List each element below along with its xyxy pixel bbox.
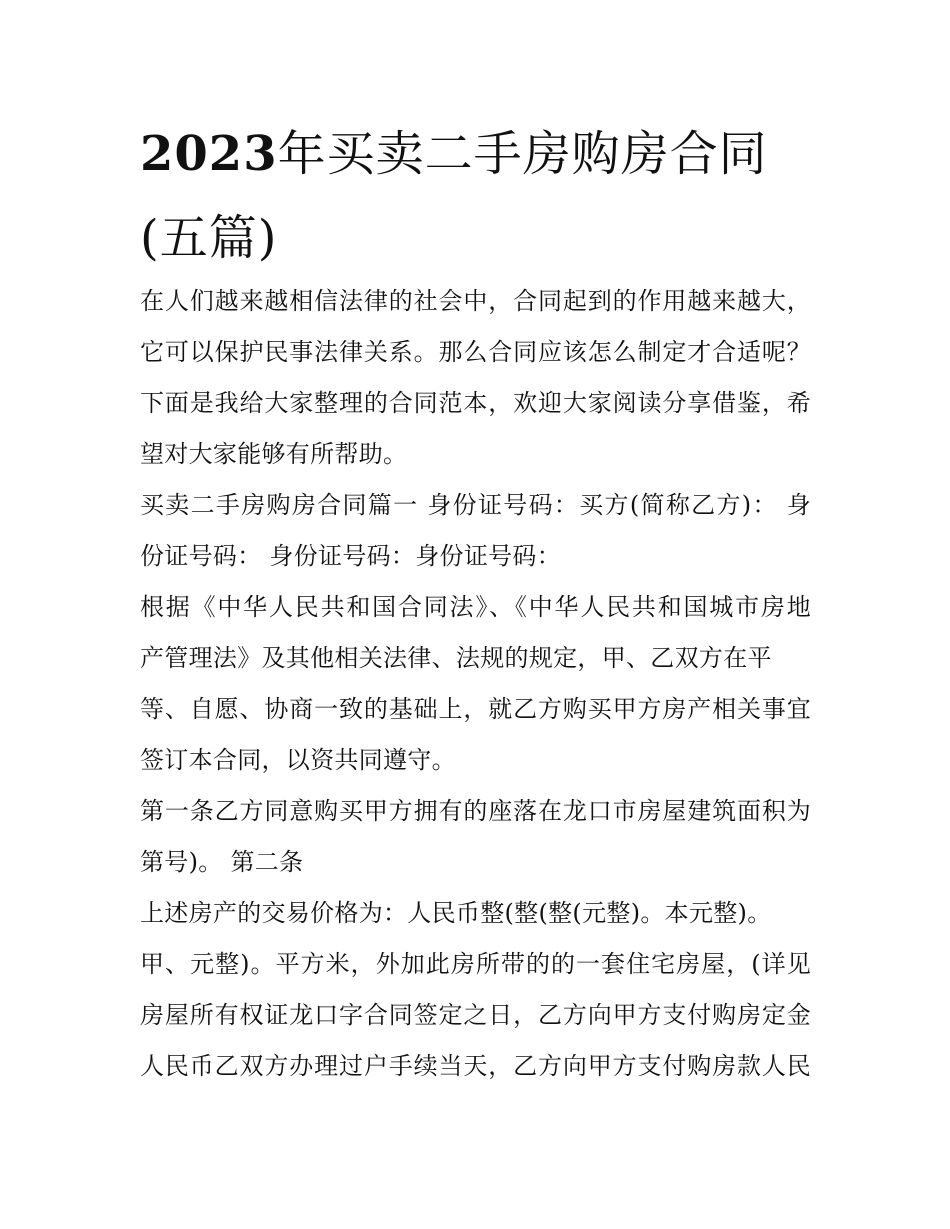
title-text-line-2: (五篇)	[140, 210, 278, 266]
body-line: 签订本合同，以资共同遵守。	[140, 746, 456, 774]
body-line: 买卖二手房购房合同篇一 身份证号码：买方(简称乙方)： 身	[140, 491, 811, 519]
body-line: 它可以保护民事法律关系。那么合同应该怎么制定才合适呢？	[140, 338, 811, 366]
body-line: 上述房产的交易价格为：人民币整(整(整(元整)。本元整)。	[140, 899, 772, 927]
body-line: 份证号码： 身份证号码：身份证号码：	[140, 542, 562, 570]
body-line: 第一条乙方同意购买甲方拥有的座落在龙口市房屋建筑面积为	[140, 797, 811, 825]
body-line: 等、自愿、协商一致的基础上，就乙方购买甲方房产相关事宜	[140, 695, 811, 723]
document-body	[140, 276, 820, 1092]
body-line: 甲、元整)。平方米，外加此房所带的的一套住宅房屋，(详见	[140, 950, 811, 978]
title-year: 2023	[140, 126, 278, 182]
body-line: 根据《中华人民共和国合同法》、《中华人民共和国城市房地	[140, 593, 811, 621]
body-line: 下面是我给大家整理的合同范本，欢迎大家阅读分享借鉴，希	[140, 389, 811, 417]
body-line: 人民币乙双方办理过户手续当天，乙方向甲方支付购房款人民	[140, 1052, 811, 1080]
body-line: 第号)。 第二条	[140, 848, 304, 876]
title-text-line-1: 年买卖二手房购房合同	[277, 126, 768, 182]
body-line: 望对大家能够有所帮助。	[140, 440, 408, 468]
body-line: 在人们越来越相信法律的社会中，合同起到的作用越来越大，	[140, 287, 811, 315]
body-line: 房屋所有权证龙口字合同签定之日，乙方向甲方支付购房定金	[140, 1001, 811, 1029]
body-line: 产管理法》及其他相关法律、法规的规定，甲、乙双方在平	[140, 644, 772, 672]
document-title	[140, 112, 820, 280]
